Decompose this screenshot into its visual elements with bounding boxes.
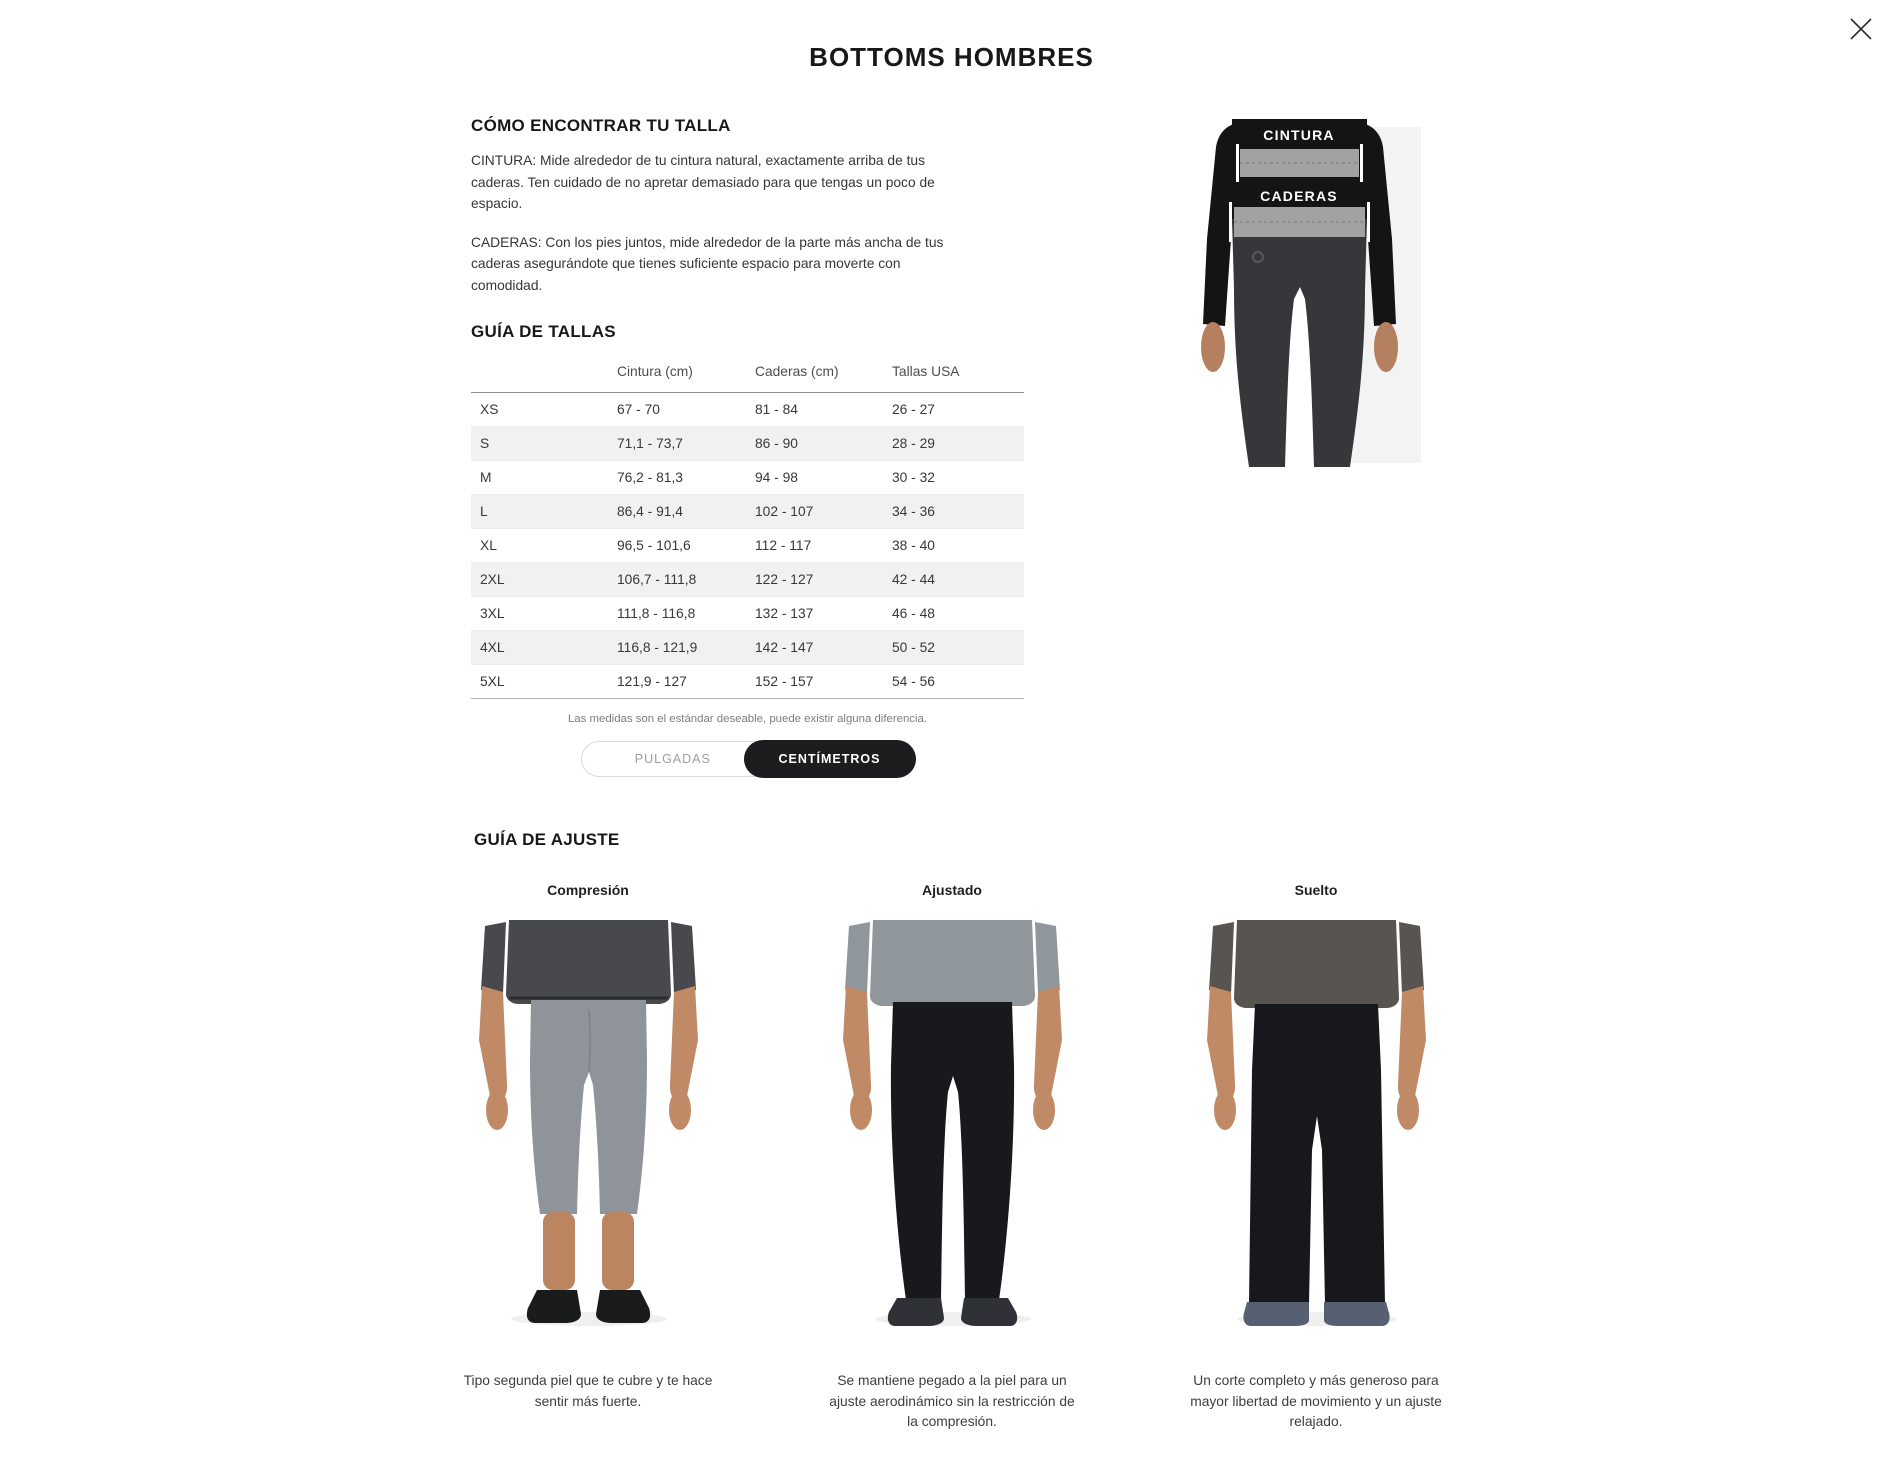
cell-usa: 30 - 32	[892, 470, 935, 485]
unit-pulgadas-button[interactable]: PULGADAS	[582, 742, 765, 776]
cell-size: XL	[480, 538, 497, 553]
cell-cintura: 86,4 - 91,4	[617, 504, 683, 519]
cell-size: S	[480, 436, 490, 451]
unit-toggle	[581, 741, 915, 777]
cell-cintura: 121,9 - 127	[617, 674, 687, 689]
cell-cintura: 116,8 - 121,9	[617, 640, 698, 655]
cell-caderas: 142 - 147	[755, 640, 814, 655]
how-to-find-heading: CÓMO ENCONTRAR TU TALLA	[471, 116, 731, 135]
fit-caption: Un corte completo y más generoso para mayor libertad de movimiento y un ajuste relajado.	[1190, 1373, 1442, 1430]
close-icon	[1845, 13, 1877, 45]
cell-cintura: 67 - 70	[617, 402, 660, 417]
cell-size: M	[480, 470, 492, 485]
table-row	[471, 529, 1024, 563]
cell-usa: 54 - 56	[892, 674, 935, 689]
fit-caption: Se mantiene pegado a la piel para un ajuste aerodinámico sin la restricción de la compresión.	[829, 1373, 1075, 1430]
cell-usa: 26 - 27	[892, 402, 935, 417]
cell-usa: 46 - 48	[892, 606, 935, 621]
waist-band-label: CINTURA	[1263, 127, 1335, 143]
cell-size: 3XL	[480, 606, 505, 621]
cell-caderas: 122 - 127	[755, 572, 814, 587]
cell-caderas: 132 - 137	[755, 606, 814, 621]
size-table	[471, 356, 1024, 699]
fit-column-suelto	[1166, 882, 1466, 1433]
page-title: BOTTOMS HOMBRES	[809, 42, 1094, 72]
size-guide-heading: GUÍA DE TALLAS	[471, 322, 616, 341]
close-button[interactable]	[1839, 8, 1883, 52]
hips-band-label: CADERAS	[1260, 188, 1338, 204]
cell-usa: 38 - 40	[892, 538, 935, 553]
cell-cintura: 71,1 - 73,7	[617, 436, 683, 451]
fit-column-compresion	[438, 882, 738, 1433]
size-guide-section	[471, 322, 1024, 777]
cell-caderas: 86 - 90	[755, 436, 798, 451]
measurement-figure-image	[1166, 119, 1433, 474]
table-row	[471, 495, 1024, 529]
cell-cintura: 96,5 - 101,6	[617, 538, 691, 553]
col-header-cintura: Cintura (cm)	[617, 356, 755, 393]
fit-image-suelto	[1201, 920, 1432, 1330]
cell-cintura: 76,2 - 81,3	[617, 470, 683, 485]
fit-image-ajustado	[837, 920, 1068, 1330]
waist-instructions: CINTURA: Mide alrededor de tu cintura natural, exactamente arriba de tus caderas. Ten cuidado de no apretar demasiado para que tengas un poco de espacio.	[471, 153, 935, 212]
table-header-row	[471, 356, 1024, 393]
table-row	[471, 393, 1024, 427]
measurement-figure	[1166, 119, 1433, 474]
cell-size: L	[480, 504, 488, 519]
how-to-find-section	[471, 116, 969, 313]
fit-caption: Tipo segunda piel que te cubre y te hace sentir más fuerte.	[463, 1373, 713, 1409]
cell-caderas: 152 - 157	[755, 674, 814, 689]
fit-image-compresion	[473, 920, 704, 1330]
cell-cintura: 106,7 - 111,8	[617, 572, 697, 587]
cell-caderas: 94 - 98	[755, 470, 798, 485]
hips-instructions: CADERAS: Con los pies juntos, mide alrededor de la parte más ancha de tus caderas asegurándote que tienes suficiente espacio para moverte con comodidad.	[471, 234, 944, 293]
cell-caderas: 112 - 117	[755, 538, 812, 553]
cell-usa: 34 - 36	[892, 504, 935, 519]
size-disclaimer: Las medidas son el estándar deseable, puede existir alguna diferencia.	[567, 713, 928, 725]
table-row	[471, 597, 1024, 631]
cell-usa: 28 - 29	[892, 436, 935, 451]
col-header-caderas: Caderas (cm)	[755, 356, 892, 393]
waist-band	[1240, 149, 1359, 177]
cell-size: 2XL	[480, 572, 505, 587]
cell-usa: 42 - 44	[892, 572, 935, 587]
cell-caderas: 102 - 107	[755, 504, 814, 519]
cell-size: XS	[480, 402, 499, 417]
fit-title: Suelto	[1294, 882, 1338, 898]
fit-title: Compresión	[547, 882, 629, 898]
col-header-size	[471, 356, 617, 393]
cell-size: 4XL	[480, 640, 505, 655]
fit-column-ajustado	[802, 882, 1102, 1433]
cell-cintura: 111,8 - 116,8	[617, 606, 696, 621]
table-row	[471, 563, 1024, 597]
table-row	[471, 631, 1024, 665]
col-header-tallas-usa: Tallas USA	[892, 356, 1024, 393]
fit-guide-section	[438, 882, 1466, 1433]
cell-caderas: 81 - 84	[755, 402, 798, 417]
fit-title: Ajustado	[922, 882, 982, 898]
table-row	[471, 665, 1024, 699]
table-row	[471, 461, 1024, 495]
fit-guide-heading: GUÍA DE AJUSTE	[474, 830, 620, 849]
unit-centimetros-button[interactable]: CENTÍMETROS	[744, 740, 916, 778]
cell-size: 5XL	[480, 674, 505, 689]
table-row	[471, 427, 1024, 461]
cell-usa: 50 - 52	[892, 640, 935, 655]
